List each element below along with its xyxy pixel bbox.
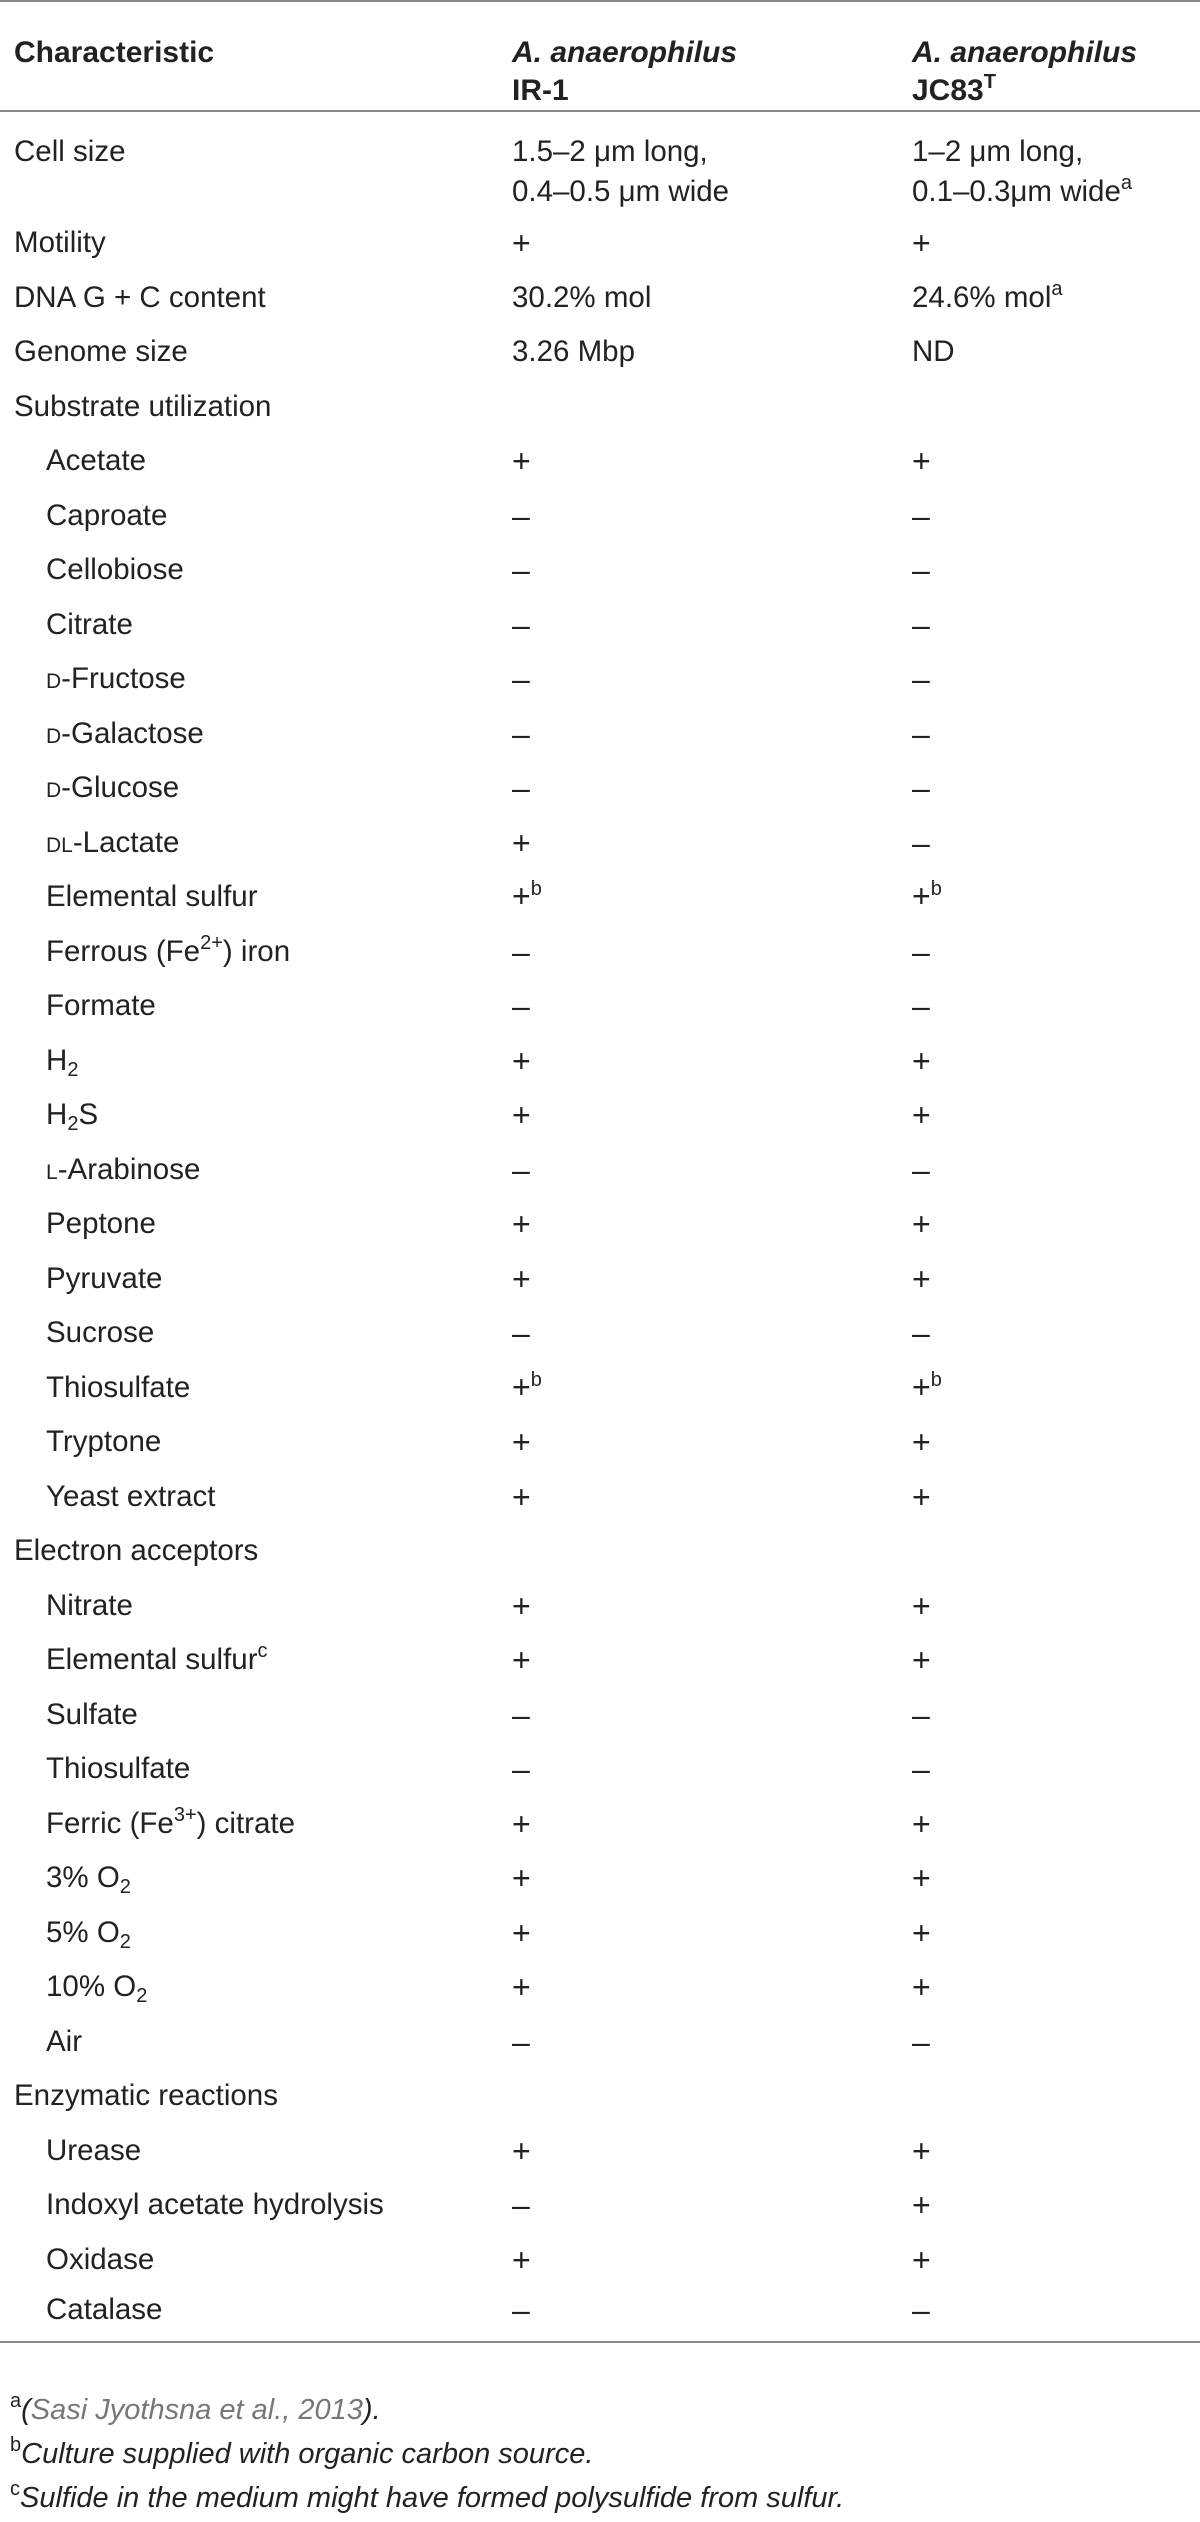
cell-ir1: + xyxy=(512,1097,531,1134)
table-row xyxy=(0,1742,1200,1797)
row-label xyxy=(0,1797,498,1852)
footnote-text: Sulfide in the medium might have formed polysulfide from sulfur. xyxy=(20,2482,845,2514)
table-row xyxy=(0,271,1200,326)
row-label: Air xyxy=(46,2024,83,2058)
table-row xyxy=(0,216,1200,271)
row-label: Peptone xyxy=(46,1207,156,1241)
type-strain-mark: T xyxy=(983,71,996,93)
cell-size-jc83-line1: 1–2 μm long, xyxy=(912,135,1084,168)
cell-jc83: + xyxy=(912,2241,931,2278)
cell-ir1: – xyxy=(512,770,530,807)
cell-jc83: – xyxy=(912,497,930,534)
row-label xyxy=(0,1088,498,1143)
cell-jc83: ND xyxy=(912,335,955,369)
table-row xyxy=(0,1415,1200,1470)
row-label: Oxidase xyxy=(46,2242,155,2276)
cell-jc83: – xyxy=(912,1315,930,1352)
table-row xyxy=(0,434,1200,489)
row-label: Formate xyxy=(46,989,156,1023)
footnote-mark: b xyxy=(10,2434,22,2456)
footnote-b xyxy=(10,2432,1190,2476)
cell-jc83: – xyxy=(912,1751,930,1788)
value-symbol: + xyxy=(912,878,931,915)
cell-jc83: + xyxy=(912,1424,931,1461)
gc-jc83-value: 24.6% mol xyxy=(912,280,1052,314)
row-label: Cell size xyxy=(14,135,126,168)
cell-ir1: + xyxy=(512,1587,531,1624)
footnote-a xyxy=(10,2388,1190,2432)
row-label-text: -Fructose xyxy=(61,662,186,696)
cell-ir1: – xyxy=(512,497,530,534)
header-ir1-strain: IR-1 xyxy=(512,74,569,107)
table-row xyxy=(0,1960,1200,2015)
cell-jc83: + xyxy=(912,1914,931,1951)
row-label-text: -Galactose xyxy=(61,716,204,750)
table-row xyxy=(0,870,1200,925)
cell-jc83: + xyxy=(912,1097,931,1134)
row-label-text: 10% O xyxy=(46,1970,137,2004)
row-label: Sucrose xyxy=(46,1316,155,1350)
footnote-mark: b xyxy=(930,878,942,901)
subscript: 2 xyxy=(67,1113,79,1136)
cell-ir1: 3.26 Mbp xyxy=(512,335,635,369)
cell-jc83: + xyxy=(912,1805,931,1842)
citation-link[interactable]: Sasi Jyothsna et al., 2013 xyxy=(30,2394,363,2426)
cell-ir1: + xyxy=(512,1805,531,1842)
table-row xyxy=(0,2124,1200,2179)
section-label: Enzymatic reactions xyxy=(14,2079,278,2113)
footnote-mark: c xyxy=(257,1640,268,1663)
cell-jc83 xyxy=(898,1361,1200,1416)
row-label: Thiosulfate xyxy=(46,1370,191,1404)
table-row xyxy=(0,707,1200,762)
cell-ir1: + xyxy=(512,2132,531,2169)
row-label: Tryptone xyxy=(46,1425,162,1459)
stereo-prefix: d xyxy=(46,771,62,805)
row-label: Acetate xyxy=(46,444,147,478)
cell-ir1: – xyxy=(512,2187,530,2224)
row-label: Sulfate xyxy=(46,1697,138,1731)
row-label-text: S xyxy=(78,1098,99,1132)
cell-jc83: + xyxy=(912,2132,931,2169)
cell-ir1 xyxy=(498,111,898,216)
cell-ir1: + xyxy=(512,1042,531,1079)
subscript: 2 xyxy=(67,1058,79,1081)
cell-size-ir1-line1: 1.5–2 μm long, xyxy=(512,135,708,168)
cell-jc83: + xyxy=(912,225,931,262)
footnote-text: ). xyxy=(362,2394,381,2426)
cell-ir1: – xyxy=(512,2291,530,2328)
subscript: 2 xyxy=(119,1930,131,1953)
cell-ir1: + xyxy=(512,225,531,262)
cell-ir1: – xyxy=(512,552,530,589)
section-row xyxy=(0,1524,1200,1579)
row-label xyxy=(0,925,498,980)
row-label: Cellobiose xyxy=(46,553,184,587)
cell-jc83: – xyxy=(912,2291,930,2328)
header-ir1-species: A. anaerophilus xyxy=(512,36,738,69)
table-row xyxy=(0,2233,1200,2288)
row-label xyxy=(0,1143,498,1198)
cell-jc83: + xyxy=(912,1260,931,1297)
cell-jc83: + xyxy=(912,1860,931,1897)
cell-ir1: – xyxy=(512,1751,530,1788)
header-jc83-strain xyxy=(912,72,1200,110)
cell-ir1: + xyxy=(512,1260,531,1297)
table-footnotes xyxy=(10,2388,1190,2520)
header-characteristic: Characteristic xyxy=(14,36,215,69)
cell-ir1: – xyxy=(512,1315,530,1352)
table-header xyxy=(0,1,1200,111)
cell-jc83 xyxy=(898,111,1200,216)
cell-ir1: + xyxy=(512,2241,531,2278)
footnote-c xyxy=(10,2476,1190,2520)
row-label: DNA G + C content xyxy=(14,280,266,314)
row-label: Motility xyxy=(14,226,106,260)
stereo-prefix: l xyxy=(46,1152,58,1186)
row-label-text: 3% O xyxy=(46,1861,120,1895)
row-label: Genome size xyxy=(14,335,188,369)
table-row xyxy=(0,652,1200,707)
header-jc83-strain-name: JC83 xyxy=(912,74,984,107)
row-label xyxy=(0,1633,498,1688)
footnote-mark: c xyxy=(10,2478,20,2500)
row-label-text: -Arabinose xyxy=(57,1152,201,1186)
row-label-text: Ferric (Fe xyxy=(46,1806,174,1840)
table-row xyxy=(0,2015,1200,2070)
row-label xyxy=(0,1034,498,1089)
footnote-mark: b xyxy=(930,1368,942,1391)
cell-jc83: + xyxy=(912,1206,931,1243)
cell-jc83: – xyxy=(912,770,930,807)
row-label: Indoxyl acetate hydrolysis xyxy=(46,2188,384,2222)
table-row xyxy=(0,1143,1200,1198)
cell-jc83: + xyxy=(912,1969,931,2006)
row-label-text: H xyxy=(46,1098,68,1132)
cell-ir1: + xyxy=(512,443,531,480)
table-row xyxy=(0,1633,1200,1688)
stereo-prefix: d xyxy=(46,716,62,750)
cell-jc83: – xyxy=(912,552,930,589)
table-row xyxy=(0,489,1200,544)
cell-ir1: – xyxy=(512,606,530,643)
cell-jc83: + xyxy=(912,1642,931,1679)
table-row xyxy=(0,1906,1200,1961)
table-row xyxy=(0,325,1200,380)
value-symbol: + xyxy=(512,878,531,915)
row-label: Nitrate xyxy=(46,1588,133,1622)
row-label xyxy=(0,761,498,816)
row-label xyxy=(0,707,498,762)
row-label-text: -Lactate xyxy=(72,825,180,859)
table-row xyxy=(0,598,1200,653)
subscript: 2 xyxy=(136,1985,148,2008)
cell-jc83: – xyxy=(912,661,930,698)
cell-size-ir1-line2: 0.4–0.5 μm wide xyxy=(512,175,730,208)
footnote-mark: a xyxy=(1120,172,1132,194)
table-row xyxy=(0,1306,1200,1361)
cell-ir1 xyxy=(498,870,898,925)
charge-mark: 3+ xyxy=(173,1803,197,1826)
row-label-text: ) iron xyxy=(222,934,291,968)
row-label xyxy=(0,652,498,707)
row-label-text: -Glucose xyxy=(61,771,180,805)
value-symbol: + xyxy=(512,1368,531,1405)
cell-jc83: + xyxy=(912,1478,931,1515)
row-label-text: Ferrous (Fe xyxy=(46,934,201,968)
table-row xyxy=(0,1088,1200,1143)
section-row xyxy=(0,380,1200,435)
cell-ir1: + xyxy=(512,824,531,861)
cell-jc83: – xyxy=(912,606,930,643)
cell-ir1: – xyxy=(512,988,530,1025)
cell-jc83: + xyxy=(912,2187,931,2224)
row-label: Yeast extract xyxy=(46,1479,216,1513)
cell-ir1: – xyxy=(512,1696,530,1733)
row-label: Catalase xyxy=(46,2292,163,2326)
table-row xyxy=(0,979,1200,1034)
row-label: Elemental sulfur xyxy=(46,880,258,914)
charge-mark: 2+ xyxy=(200,931,223,954)
table-row xyxy=(0,1797,1200,1852)
row-label xyxy=(0,816,498,871)
cell-ir1: + xyxy=(512,1642,531,1679)
table-row xyxy=(0,1851,1200,1906)
table-row xyxy=(0,816,1200,871)
section-label: Substrate utilization xyxy=(14,389,272,423)
section-label: Electron acceptors xyxy=(14,1534,259,1568)
table-row xyxy=(0,2287,1200,2342)
section-row xyxy=(0,2069,1200,2124)
footnote-text: ( xyxy=(21,2394,31,2426)
cell-ir1: + xyxy=(512,1206,531,1243)
header-jc83-species: A. anaerophilus xyxy=(912,36,1138,69)
footnote-mark: b xyxy=(530,1368,542,1391)
table-row xyxy=(0,2178,1200,2233)
cell-ir1 xyxy=(498,1361,898,1416)
cell-jc83 xyxy=(898,271,1200,326)
table-row xyxy=(0,1197,1200,1252)
cell-ir1: + xyxy=(512,1424,531,1461)
cell-size-jc83-line2: 0.1–0.3μm wide xyxy=(912,175,1121,208)
cell-ir1: – xyxy=(512,715,530,752)
table-row xyxy=(0,111,1200,216)
value-symbol: + xyxy=(912,1368,931,1405)
row-label-text: ) citrate xyxy=(196,1806,295,1840)
header-ir1 xyxy=(498,1,898,111)
row-label xyxy=(0,1960,498,2015)
footnote-text: Culture supplied with organic carbon source. xyxy=(21,2438,594,2470)
table-row xyxy=(0,1579,1200,1634)
row-label-text: Elemental sulfur xyxy=(46,1643,258,1677)
cell-jc83: – xyxy=(912,1151,930,1188)
table-row xyxy=(0,543,1200,598)
table-row xyxy=(0,1034,1200,1089)
cell-jc83: – xyxy=(912,715,930,752)
cell-ir1: – xyxy=(512,1151,530,1188)
table-row xyxy=(0,925,1200,980)
cell-ir1: + xyxy=(512,1969,531,2006)
footnote-mark: a xyxy=(10,2390,22,2412)
cell-jc83: – xyxy=(912,2023,930,2060)
row-label xyxy=(0,1906,498,1961)
table-row xyxy=(0,761,1200,816)
table-row xyxy=(0,1688,1200,1743)
row-label: Caproate xyxy=(46,498,168,532)
header-jc83 xyxy=(898,1,1200,111)
row-label: Urease xyxy=(46,2133,142,2167)
table-row xyxy=(0,1361,1200,1416)
cell-jc83: – xyxy=(912,824,930,861)
cell-jc83: + xyxy=(912,1042,931,1079)
footnote-mark: b xyxy=(530,878,542,901)
cell-ir1: – xyxy=(512,933,530,970)
cell-ir1: + xyxy=(512,1860,531,1897)
row-label: Thiosulfate xyxy=(46,1752,191,1786)
cell-jc83: + xyxy=(912,443,931,480)
row-label xyxy=(0,1851,498,1906)
cell-ir1: – xyxy=(512,661,530,698)
cell-ir1: 30.2% mol xyxy=(512,280,652,314)
cell-ir1: + xyxy=(512,1914,531,1951)
stereo-prefix: d xyxy=(46,662,62,696)
row-label: Citrate xyxy=(46,607,133,641)
footnote-mark: a xyxy=(1051,277,1063,300)
cell-ir1: – xyxy=(512,2023,530,2060)
cell-jc83: – xyxy=(912,1696,930,1733)
cell-jc83 xyxy=(898,870,1200,925)
row-label-text: H xyxy=(46,1043,68,1077)
row-label-text: 5% O xyxy=(46,1915,120,1949)
table-body xyxy=(0,111,1200,2342)
cell-jc83: + xyxy=(912,1587,931,1624)
cell-jc83: – xyxy=(912,933,930,970)
subscript: 2 xyxy=(119,1876,131,1899)
cell-jc83: – xyxy=(912,988,930,1025)
row-label: Pyruvate xyxy=(46,1261,163,1295)
table-row xyxy=(0,1252,1200,1307)
header-row xyxy=(0,1,1200,111)
table-row xyxy=(0,1470,1200,1525)
stereo-prefix: dl xyxy=(46,825,73,859)
cell-ir1: + xyxy=(512,1478,531,1515)
